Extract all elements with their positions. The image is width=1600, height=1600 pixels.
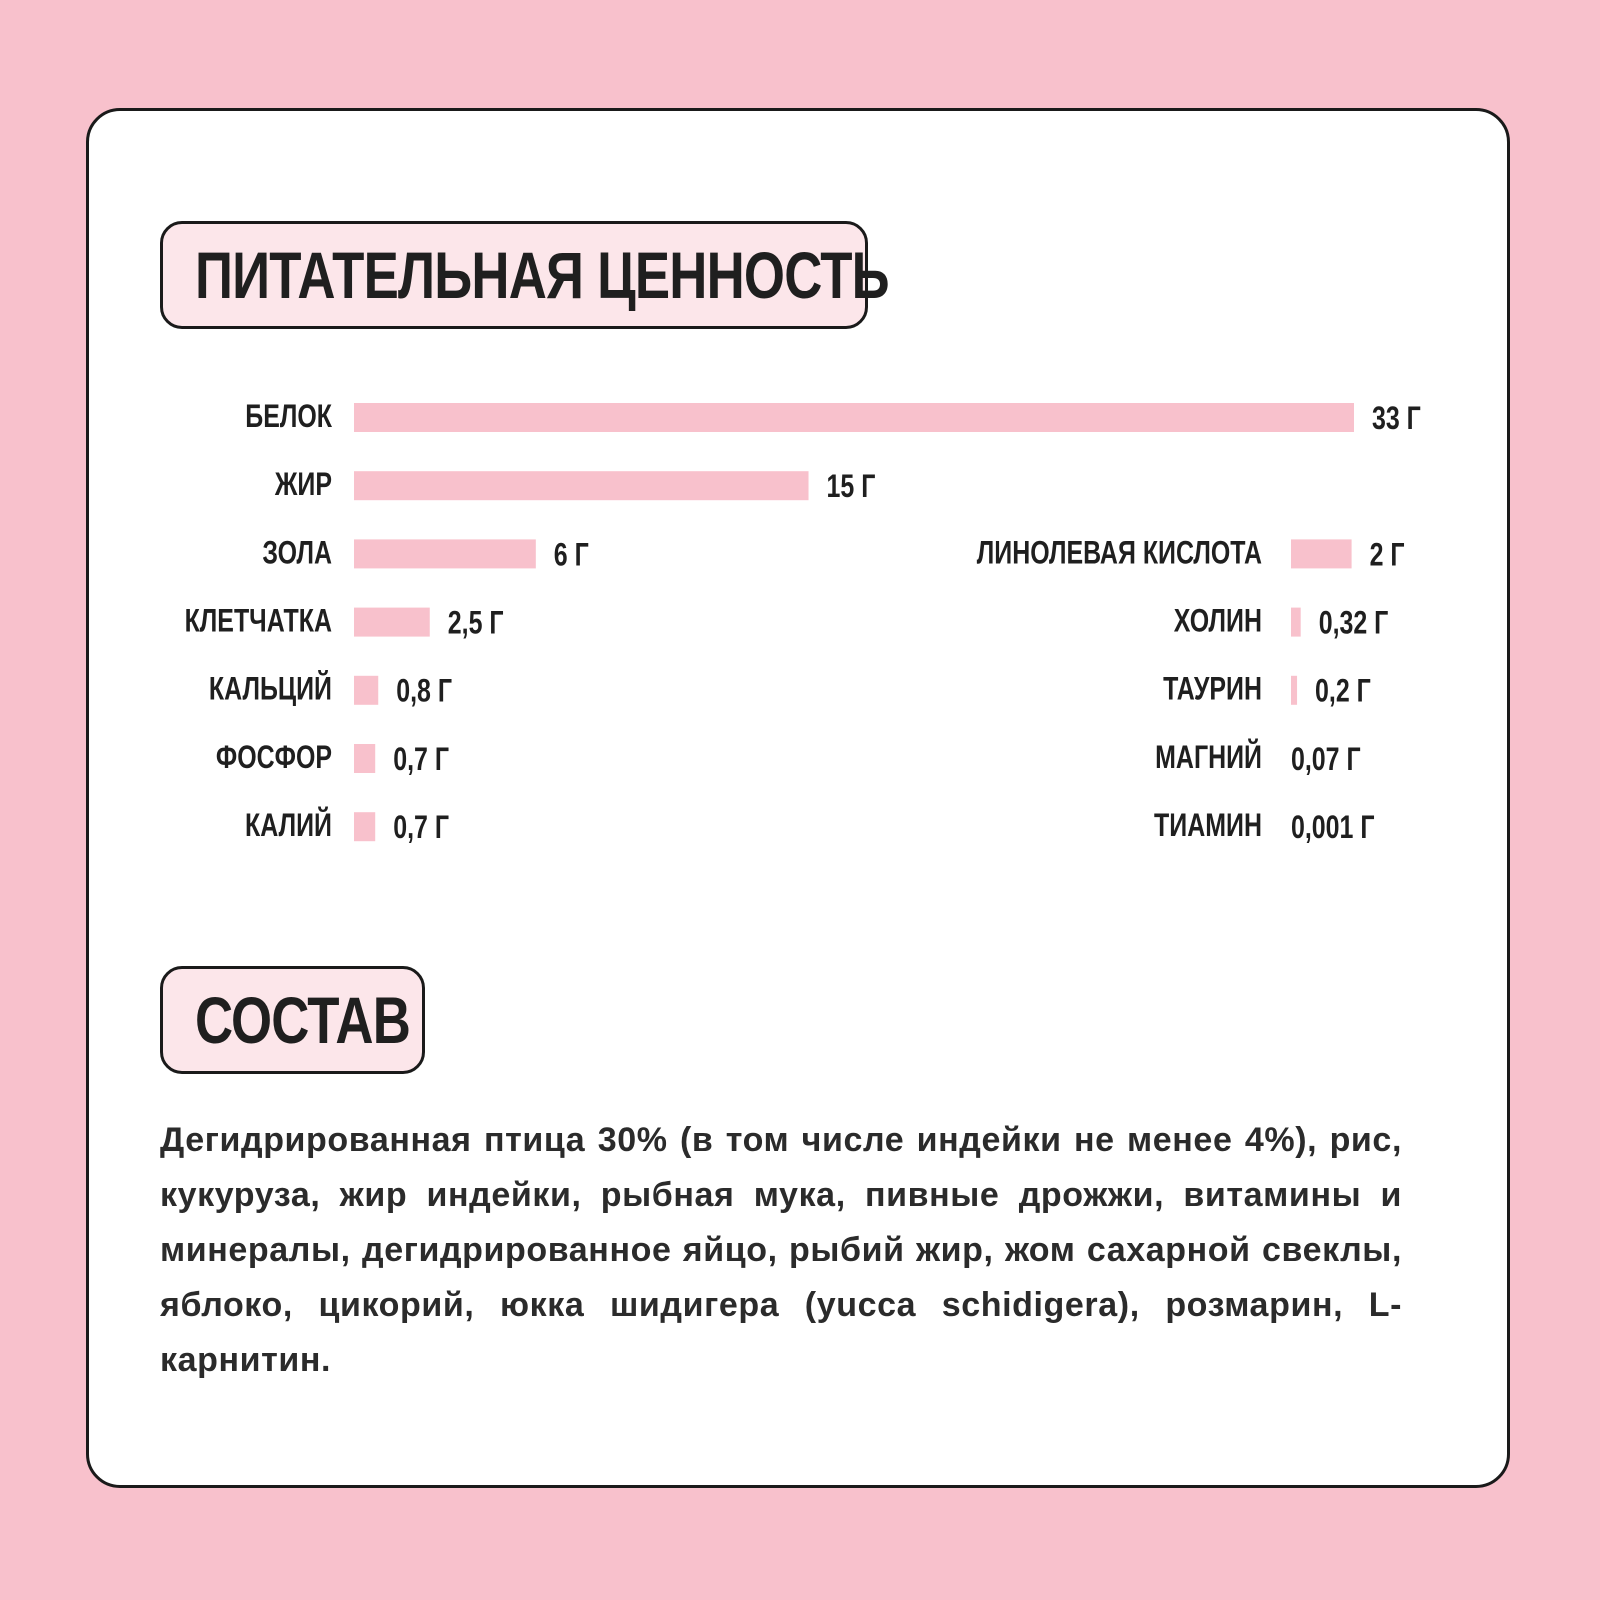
left-category-label-5: ФОСФОР xyxy=(215,740,332,776)
right-value-label-0: 2 Г xyxy=(1369,537,1405,574)
left-value-label-6: 0,7 Г xyxy=(393,810,449,846)
right-category-label-3: МАГНИЙ xyxy=(1155,740,1262,776)
right-value-label-4: 0,001 Г xyxy=(1291,810,1375,846)
left-category-label-0: БЕЛОК xyxy=(245,399,332,435)
right-category-label-2: ТАУРИН xyxy=(1163,671,1262,708)
left-value-label-1: 15 Г xyxy=(826,469,876,505)
right-value-label-1: 0,32 Г xyxy=(1318,605,1389,642)
right-bar-2 xyxy=(1291,676,1297,705)
left-category-label-4: КАЛЬЦИЙ xyxy=(208,671,332,708)
left-bar-4 xyxy=(354,676,378,705)
left-value-label-4: 0,8 Г xyxy=(396,673,453,710)
composition-badge xyxy=(160,966,425,1074)
page-title: ПИТАТЕЛЬНАЯ ЦЕННОСТЬ xyxy=(195,238,889,312)
right-value-label-2: 0,2 Г xyxy=(1315,673,1371,710)
left-value-label-3: 2,5 Г xyxy=(447,605,504,642)
left-category-label-2: ЗОЛА xyxy=(262,535,332,572)
left-bar-5 xyxy=(354,744,375,773)
left-value-label-2: 6 Г xyxy=(553,537,589,574)
left-category-label-3: КЛЕТЧАТКА xyxy=(184,603,332,640)
left-category-label-6: КАЛИЙ xyxy=(245,808,332,844)
right-category-label-1: ХОЛИН xyxy=(1173,603,1262,640)
composition-title: СОСТАВ xyxy=(195,983,411,1057)
left-bar-3 xyxy=(354,608,430,637)
left-bar-6 xyxy=(354,812,375,841)
left-category-label-1: ЖИР xyxy=(274,467,332,503)
left-bar-1 xyxy=(354,471,809,500)
composition-text: Дегидрированная птица 30% (в том числе индейки не менее 4%), рис, кукуруза, жир индейки, рыбная мука, пивные дрожжи, витамины и минералы, дегидрированное яйцо, рыбий жир, жом сахарной свеклы, яблоко, цикорий, юкка шидигера (yucca schidigera), розмарин, L-карнитин. xyxy=(160,1121,1402,1379)
left-bar-0 xyxy=(354,403,1354,432)
left-value-label-5: 0,7 Г xyxy=(393,742,449,778)
right-bar-0 xyxy=(1291,539,1352,568)
right-category-label-0: ЛИНОЛЕВАЯ КИСЛОТА xyxy=(976,535,1262,572)
right-category-label-4: ТИАМИН xyxy=(1154,808,1262,844)
left-value-label-0: 33 Г xyxy=(1372,401,1421,437)
left-bar-2 xyxy=(354,539,536,568)
right-value-label-3: 0,07 Г xyxy=(1291,742,1361,778)
right-bar-1 xyxy=(1291,608,1301,637)
